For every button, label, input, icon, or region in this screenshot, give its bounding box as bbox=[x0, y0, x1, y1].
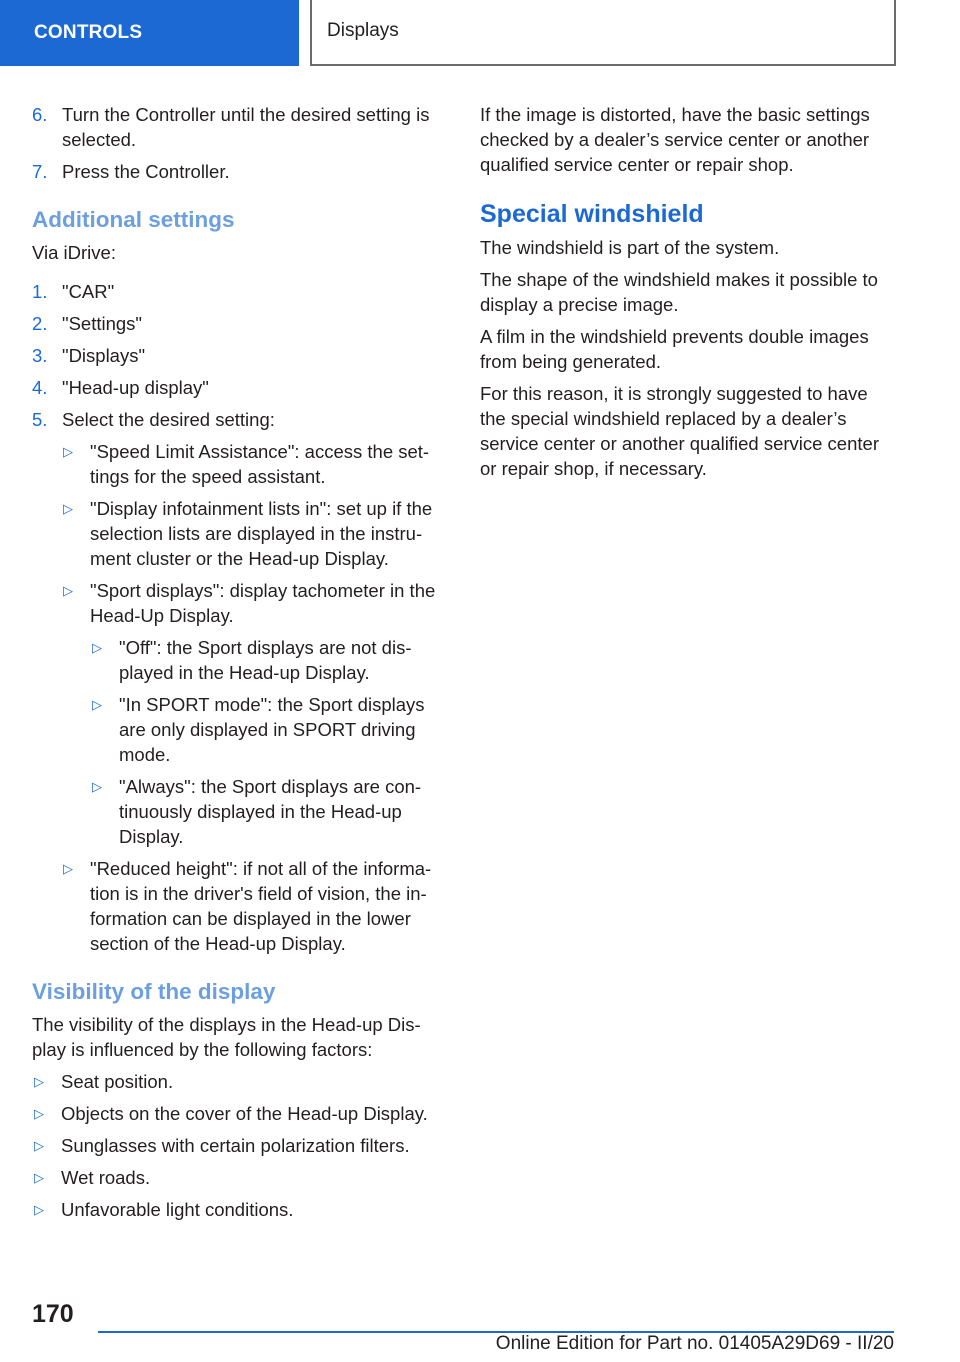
windshield-paragraph: For this reason, it is strongly suggested to have the special windshield replaced by a dealer’s service center or another qualified service center or repair shop, if necessary. bbox=[480, 383, 879, 479]
triangle-right-outline-icon: ▷ bbox=[92, 640, 102, 655]
triangle-right-outline-icon: ▷ bbox=[63, 861, 73, 876]
step-text: "Head-up display" bbox=[62, 377, 209, 398]
option-text: "Display infotainment lists in": set up if the selection lists are displayed in the instru-ment cluster or the Head-up Display. bbox=[90, 498, 433, 569]
step-item bbox=[32, 407, 448, 432]
page-number: 170 bbox=[32, 1300, 74, 1328]
triangle-right-outline-icon: ▷ bbox=[34, 1106, 44, 1121]
heading-visibility: Visibility of the display bbox=[32, 979, 276, 1004]
sport-option-item bbox=[90, 692, 448, 767]
sport-option-item bbox=[90, 774, 448, 849]
step-text: Turn the Controller until the desired setting is selected. bbox=[62, 104, 430, 150]
distorted-image-note: If the image is distorted, have the basic settings checked by a dealer’s service center or another qualified service center or repair shop. bbox=[480, 104, 870, 175]
option-item bbox=[61, 578, 448, 628]
windshield-paragraph: The shape of the windshield makes it possible to display a precise image. bbox=[480, 269, 878, 315]
factor-text: Unfavorable light conditions. bbox=[61, 1199, 294, 1220]
via-idrive-intro: Via iDrive: bbox=[32, 242, 116, 263]
factor-item bbox=[32, 1101, 448, 1126]
step-number: 5. bbox=[32, 409, 48, 430]
step-text: "Settings" bbox=[62, 313, 142, 334]
sport-option-text: "Off": the Sport displays are not dis-played in the Head-up Display. bbox=[119, 637, 412, 683]
factor-text: Wet roads. bbox=[61, 1167, 151, 1188]
factor-item bbox=[32, 1197, 448, 1222]
option-text: "Reduced height": if not all of the informa-tion is in the driver's field of vision, the in-formation can be displayed in the lower section of the Head-up Display. bbox=[90, 858, 432, 954]
step-number: 7. bbox=[32, 161, 48, 182]
option-text: "Sport displays": display tachometer in the Head-Up Display. bbox=[90, 580, 436, 626]
windshield-paragraph: A film in the windshield prevents double images from being generated. bbox=[480, 326, 869, 372]
step-text: "Displays" bbox=[62, 345, 146, 366]
triangle-right-outline-icon: ▷ bbox=[34, 1138, 44, 1153]
step-number: 3. bbox=[32, 345, 48, 366]
step-item bbox=[32, 311, 448, 336]
step-number: 2. bbox=[32, 313, 48, 334]
step-item bbox=[32, 375, 448, 400]
sport-option-text: "Always": the Sport displays are con-tinuously displayed in the Head-up Display. bbox=[119, 776, 422, 847]
triangle-right-outline-icon: ▷ bbox=[63, 583, 73, 598]
option-item bbox=[61, 856, 448, 956]
step-item bbox=[32, 159, 448, 184]
factor-item bbox=[32, 1133, 448, 1158]
factor-text: Seat position. bbox=[61, 1071, 174, 1092]
factor-item bbox=[32, 1069, 448, 1094]
step-number: 1. bbox=[32, 281, 48, 302]
chapter-tab-displays: Displays bbox=[310, 0, 896, 66]
triangle-right-outline-icon: ▷ bbox=[92, 697, 102, 712]
right-column bbox=[480, 102, 896, 488]
option-item bbox=[61, 439, 448, 489]
step-item bbox=[32, 279, 448, 304]
factor-text: Sunglasses with certain polarization filters. bbox=[61, 1135, 410, 1156]
sport-option-text: "In SPORT mode": the Sport displays are only displayed in SPORT driving mode. bbox=[119, 694, 425, 765]
left-column bbox=[32, 102, 448, 1229]
factor-item bbox=[32, 1165, 448, 1190]
option-text: "Speed Limit Assistance": access the set-tings for the speed assistant. bbox=[90, 441, 430, 487]
step-item bbox=[32, 343, 448, 368]
step-item bbox=[32, 102, 448, 152]
step-number: 6. bbox=[32, 104, 48, 125]
triangle-right-outline-icon: ▷ bbox=[34, 1202, 44, 1217]
sport-option-item bbox=[90, 635, 448, 685]
visibility-intro: The visibility of the displays in the Head-up Dis-play is influenced by the following factors: bbox=[32, 1014, 421, 1060]
page-header bbox=[0, 0, 960, 66]
section-tab-controls: CONTROLS bbox=[0, 0, 299, 66]
triangle-right-outline-icon: ▷ bbox=[34, 1074, 44, 1089]
step-text: "CAR" bbox=[62, 281, 115, 302]
heading-special-windshield: Special windshield bbox=[480, 200, 704, 228]
option-item bbox=[61, 496, 448, 571]
step-text: Select the desired setting: bbox=[62, 409, 275, 430]
step-text: Press the Controller. bbox=[62, 161, 230, 182]
triangle-right-outline-icon: ▷ bbox=[63, 501, 73, 516]
triangle-right-outline-icon: ▷ bbox=[34, 1170, 44, 1185]
windshield-paragraph: The windshield is part of the system. bbox=[480, 237, 780, 258]
factor-text: Objects on the cover of the Head-up Display. bbox=[61, 1103, 428, 1124]
step-number: 4. bbox=[32, 377, 48, 398]
triangle-right-outline-icon: ▷ bbox=[63, 444, 73, 459]
triangle-right-outline-icon: ▷ bbox=[92, 779, 102, 794]
heading-additional-settings: Additional settings bbox=[32, 207, 235, 232]
footer-edition: Online Edition for Part no. 01405A29D69 - II/20 bbox=[495, 1333, 894, 1354]
